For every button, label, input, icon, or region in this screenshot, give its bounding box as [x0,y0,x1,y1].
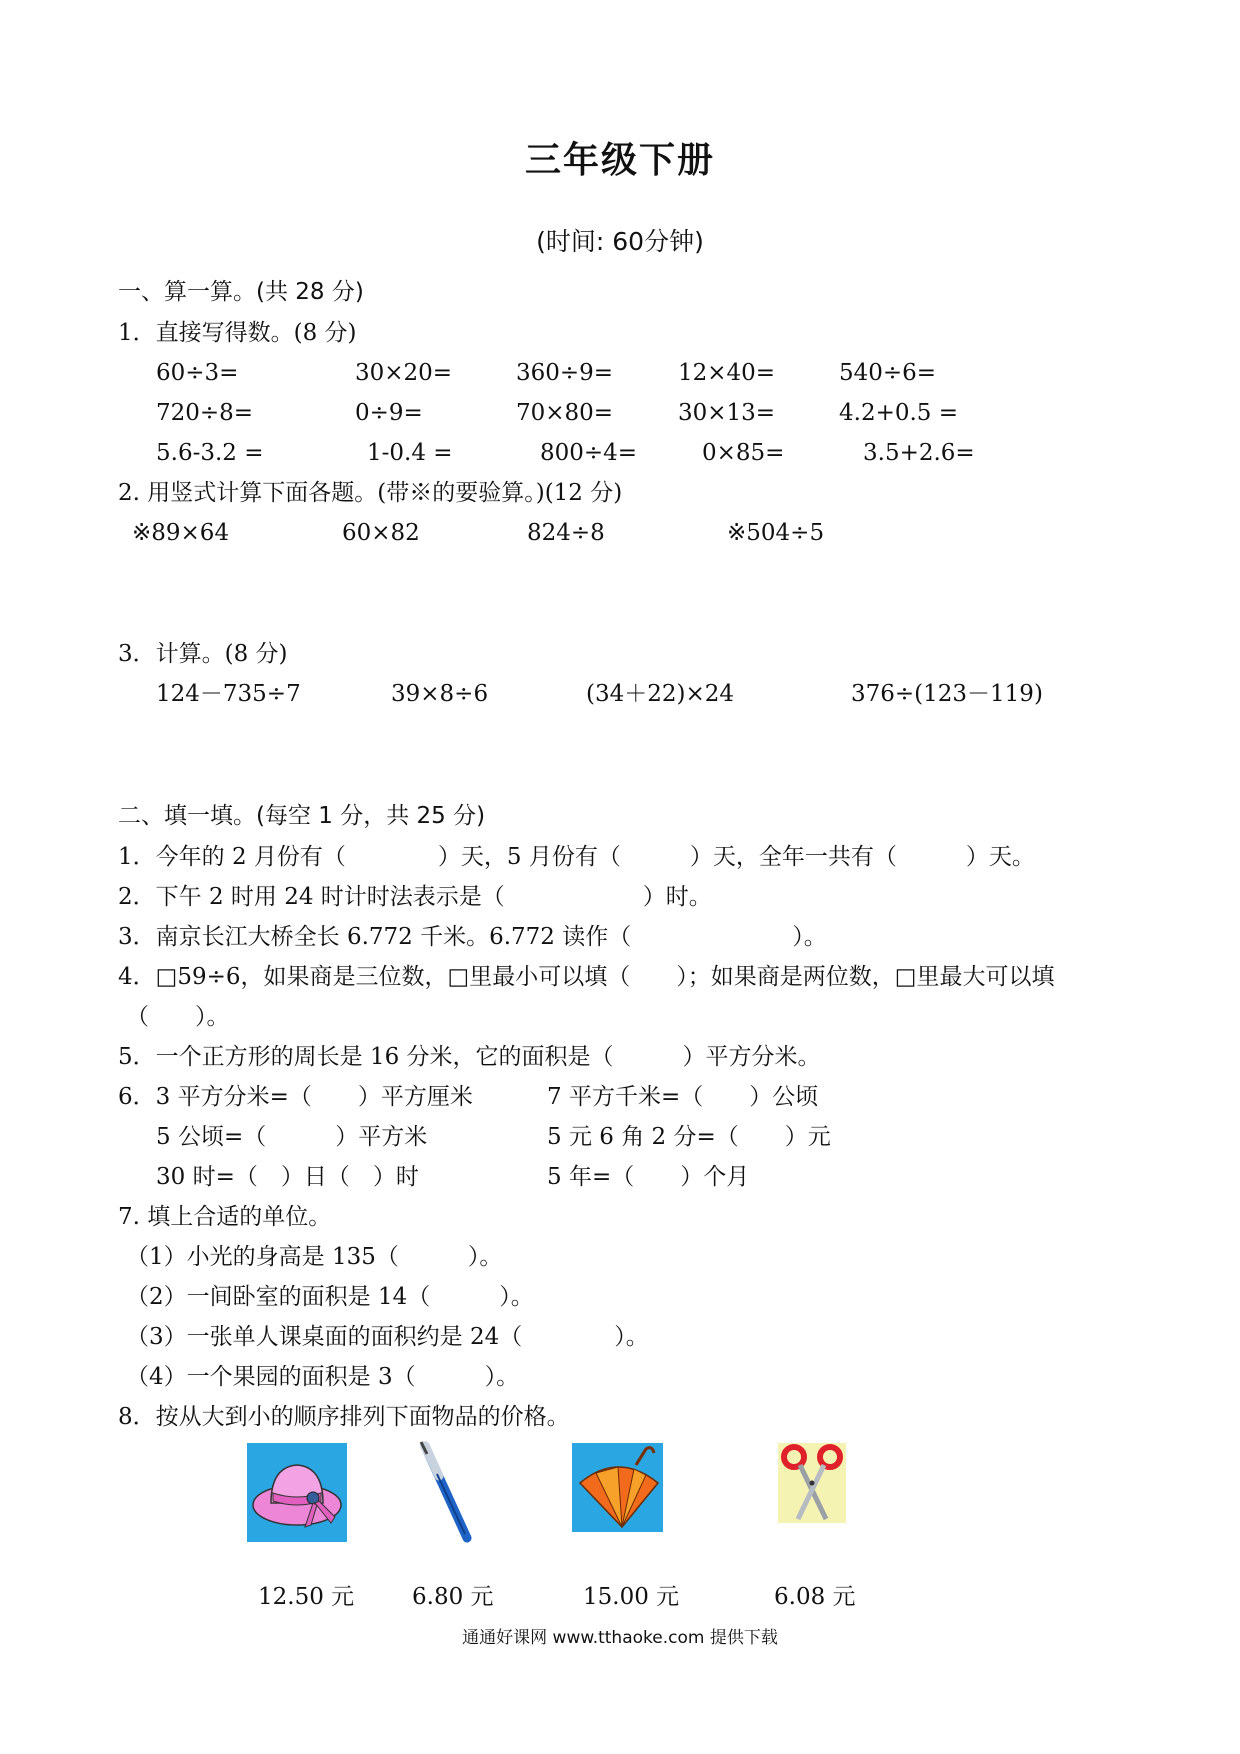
question-label: 3．计算。(8 分) [118,641,288,667]
vertical-calc-item: 824÷8 [527,520,605,546]
question-text: 1．今年的 2 月份有（ ）天，5 月份有（ ）天，全年一共有（ ）天。 [118,844,1035,870]
oral-calc-item: 0÷9= [355,400,423,426]
question-text: 2．下午 2 时用 24 时计时法表示是（ ）时。 [118,884,712,910]
oral-calc-item: 800÷4= [540,440,638,466]
price-label: 6.08 元 [774,1584,856,1610]
unit-conversion-item: 5 公顷=（ ）平方米 [156,1124,428,1150]
unit-conversion-item: 5 元 6 角 2 分=（ ）元 [547,1124,831,1150]
oral-calc-item: 1-0.4 = [367,440,453,466]
oral-calc-item: 540÷6= [839,360,937,386]
page-subtitle: (时间: 60分钟) [536,227,704,256]
question-text: 5．一个正方形的周长是 16 分米，它的面积是（ ）平方分米。 [118,1044,821,1070]
umbrella-icon [572,1443,663,1532]
question-text: 3．南京长江大桥全长 6.772 千米。6.772 读作（ ）。 [118,924,827,950]
price-label: 6.80 元 [412,1584,494,1610]
question-text: 4．□59÷6，如果商是三位数，□里最小可以填（ ）；如果商是两位数，□里最大可以填 [118,964,1055,990]
question-label: 2. 用竖式计算下面各题。(带※的要验算。)(12 分) [118,480,623,506]
calc-item: (34＋22)×24 [586,681,735,707]
vertical-calc-item: ※504÷5 [727,520,825,546]
question-label: 7. 填上合适的单位。 [118,1204,332,1230]
unit-conversion-item: 30 时=（ ）日（ ）时 [156,1164,419,1190]
unit-fill-item: （4）一个果园的面积是 3（ ）。 [126,1364,520,1390]
calc-item: 124－735÷7 [156,681,301,707]
scissors-icon [778,1443,846,1523]
oral-calc-item: 4.2+0.5 = [839,400,959,426]
hat-icon [247,1443,347,1542]
section-heading-2: 二、填一填。(每空 1 分，共 25 分) [118,803,486,829]
unit-fill-item: （2）一间卧室的面积是 14（ ）。 [126,1284,534,1310]
oral-calc-item: 70×80= [516,400,614,426]
price-label: 15.00 元 [583,1584,680,1610]
unit-fill-item: （3）一张单人课桌面的面积约是 24（ ）。 [126,1324,649,1350]
page-title: 三年级下册 [524,140,715,181]
oral-calc-item: 3.5+2.6= [863,440,975,466]
question-label: 1．直接写得数。(8 分) [118,320,357,346]
unit-conversion-item: 6．3 平方分米=（ ）平方厘米 [118,1084,473,1110]
oral-calc-item: 5.6-3.2 = [156,440,264,466]
oral-calc-item: 60÷3= [156,360,239,386]
oral-calc-item: 30×13= [678,400,776,426]
oral-calc-item: 30×20= [355,360,453,386]
oral-calc-item: 720÷8= [156,400,254,426]
vertical-calc-item: ※89×64 [132,520,230,546]
question-text: （ ）。 [126,1004,230,1030]
unit-fill-item: （1）小光的身高是 135（ ）。 [126,1244,503,1270]
section-heading-1: 一、算一算。(共 28 分) [118,279,364,305]
question-label: 8．按从大到小的顺序排列下面物品的价格。 [118,1404,570,1430]
calc-item: 376÷(123－119) [851,681,1043,707]
unit-conversion-item: 5 年=（ ）个月 [547,1164,750,1190]
footer-text: 通通好课网 www.tthaoke.com 提供下载 [462,1628,778,1648]
price-label: 12.50 元 [258,1584,355,1610]
unit-conversion-item: 7 平方千米=（ ）公顷 [547,1084,819,1110]
calc-item: 39×8÷6 [391,681,489,707]
oral-calc-item: 12×40= [678,360,776,386]
oral-calc-item: 360÷9= [516,360,614,386]
vertical-calc-item: 60×82 [342,520,420,546]
oral-calc-item: 0×85= [702,440,785,466]
pen-icon [415,1440,477,1543]
